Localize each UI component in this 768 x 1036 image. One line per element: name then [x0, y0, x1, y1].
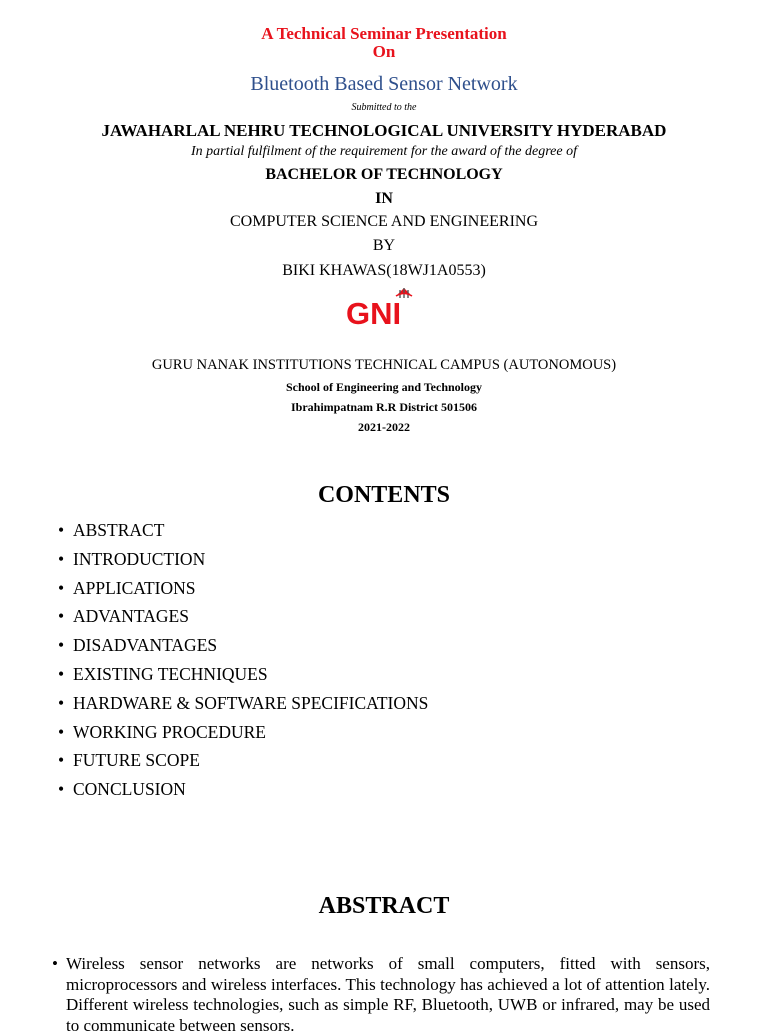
school-name: School of Engineering and Technology [285, 380, 483, 394]
partial-fulfilment: In partial fulfilment of the requirement for the award of the degree of [191, 144, 577, 159]
gni-logo [346, 286, 422, 328]
list-item: • DISADVANTAGES [58, 633, 428, 662]
abstract-title: ABSTRACT [318, 893, 450, 919]
degree-name: BACHELOR OF TECHNOLOGY [265, 166, 503, 183]
institution-address: Ibrahimpatnam R.R District 501506 [291, 400, 477, 414]
list-item: • ABSTRACT [58, 518, 428, 547]
gni-logo-icon [346, 286, 422, 328]
seminar-topic: Bluetooth Based Sensor Network [250, 73, 518, 95]
by-label: BY [372, 237, 396, 254]
branch-name: COMPUTER SCIENCE AND ENGINEERING [230, 213, 538, 230]
contents-list [58, 518, 428, 806]
list-item: • APPLICATIONS [58, 576, 428, 605]
list-item: • EXISTING TECHNIQUES [58, 662, 428, 691]
list-item: • FUTURE SCOPE [58, 748, 428, 777]
logo-text: GNI [346, 296, 402, 328]
bullet-icon: • [52, 954, 58, 973]
abstract-paragraph: Wireless sensor networks are networks of small computers, fitted with sensors, microprocessors and wireless interfaces. This technology has achieved a lot of attention lately. Different wireless technologies, such as simple RF, Bluetooth, UWB or infrared, may be used to communicate between sensors. [66, 954, 710, 1035]
contents-title: CONTENTS [317, 482, 451, 508]
degree-in: IN [375, 190, 393, 207]
student-name: BIKI KHAWAS(18WJ1A0553) [282, 262, 486, 279]
university-name: JAWAHARLAL NEHRU TECHNOLOGICAL UNIVERSITY HYDERABAD [101, 121, 667, 140]
institution-name: GURU NANAK INSTITUTIONS TECHNICAL CAMPUS (AUTONOMOUS) [151, 357, 617, 373]
submitted-to: Submitted to the [351, 102, 417, 113]
list-item: • HARDWARE & SOFTWARE SPECIFICATIONS [58, 691, 428, 720]
presentation-heading: A Technical Seminar Presentation [261, 24, 507, 43]
presentation-on: On [372, 42, 396, 61]
list-item: • ADVANTAGES [58, 604, 428, 633]
list-item: • INTRODUCTION [58, 547, 428, 576]
list-item: • WORKING PROCEDURE [58, 720, 428, 749]
list-item: • CONCLUSION [58, 777, 428, 806]
academic-year: 2021-2022 [358, 420, 410, 434]
